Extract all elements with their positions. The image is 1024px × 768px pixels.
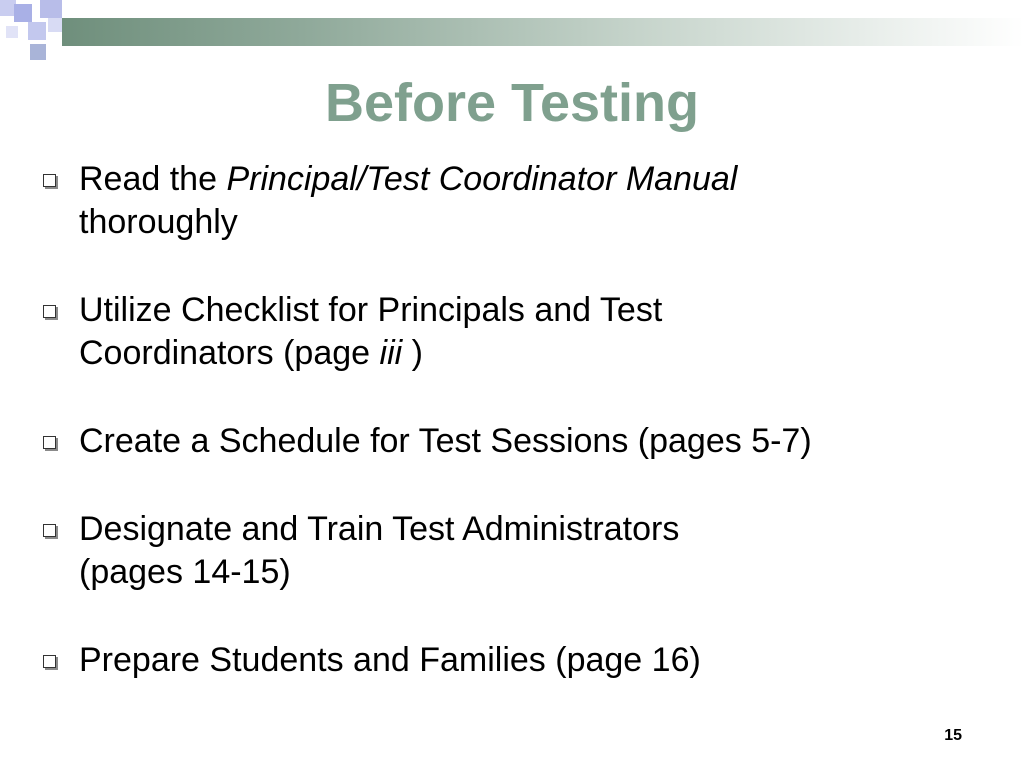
decorative-square	[14, 4, 32, 22]
bullet-text: Prepare Students and Families (page 16)	[79, 641, 701, 679]
decorative-square	[30, 44, 46, 60]
bullet-text: thoroughly	[79, 203, 238, 241]
bullet-text: Coordinators (page	[79, 334, 380, 372]
page-reference: iii	[379, 334, 403, 372]
hollow-square-bullet-icon	[43, 305, 56, 318]
bullet-text: Designate and Train Test Administrators	[79, 510, 680, 548]
hollow-square-bullet-icon	[43, 174, 56, 187]
bullet-list	[40, 158, 980, 682]
hollow-square-bullet-icon	[43, 524, 56, 537]
decorative-square	[40, 0, 62, 18]
bullet-text: (pages 14-15)	[79, 553, 291, 591]
bullet-item-read-manual	[40, 158, 980, 244]
hollow-square-bullet-icon	[43, 436, 56, 449]
decorative-square	[6, 26, 18, 38]
decorative-square	[48, 18, 62, 32]
bullet-text: )	[402, 334, 423, 372]
header-gradient-bar	[62, 18, 1024, 46]
bullet-item-schedule	[40, 420, 980, 463]
bullet-text: Create a Schedule for Test Sessions (pages 5-7)	[79, 422, 812, 460]
page-number: 15	[944, 727, 962, 744]
bullet-item-prepare-students	[40, 639, 980, 682]
slide-title: Before Testing	[324, 73, 700, 133]
hollow-square-bullet-icon	[43, 655, 56, 668]
bullet-text: Read the	[79, 160, 227, 198]
manual-title: Principal/Test Coordinator Manual	[226, 160, 738, 198]
decorative-square	[28, 22, 46, 40]
bullet-item-checklist	[40, 289, 980, 375]
bullet-item-administrators	[40, 508, 980, 594]
bullet-text: Utilize Checklist for Principals and Test	[79, 291, 663, 329]
